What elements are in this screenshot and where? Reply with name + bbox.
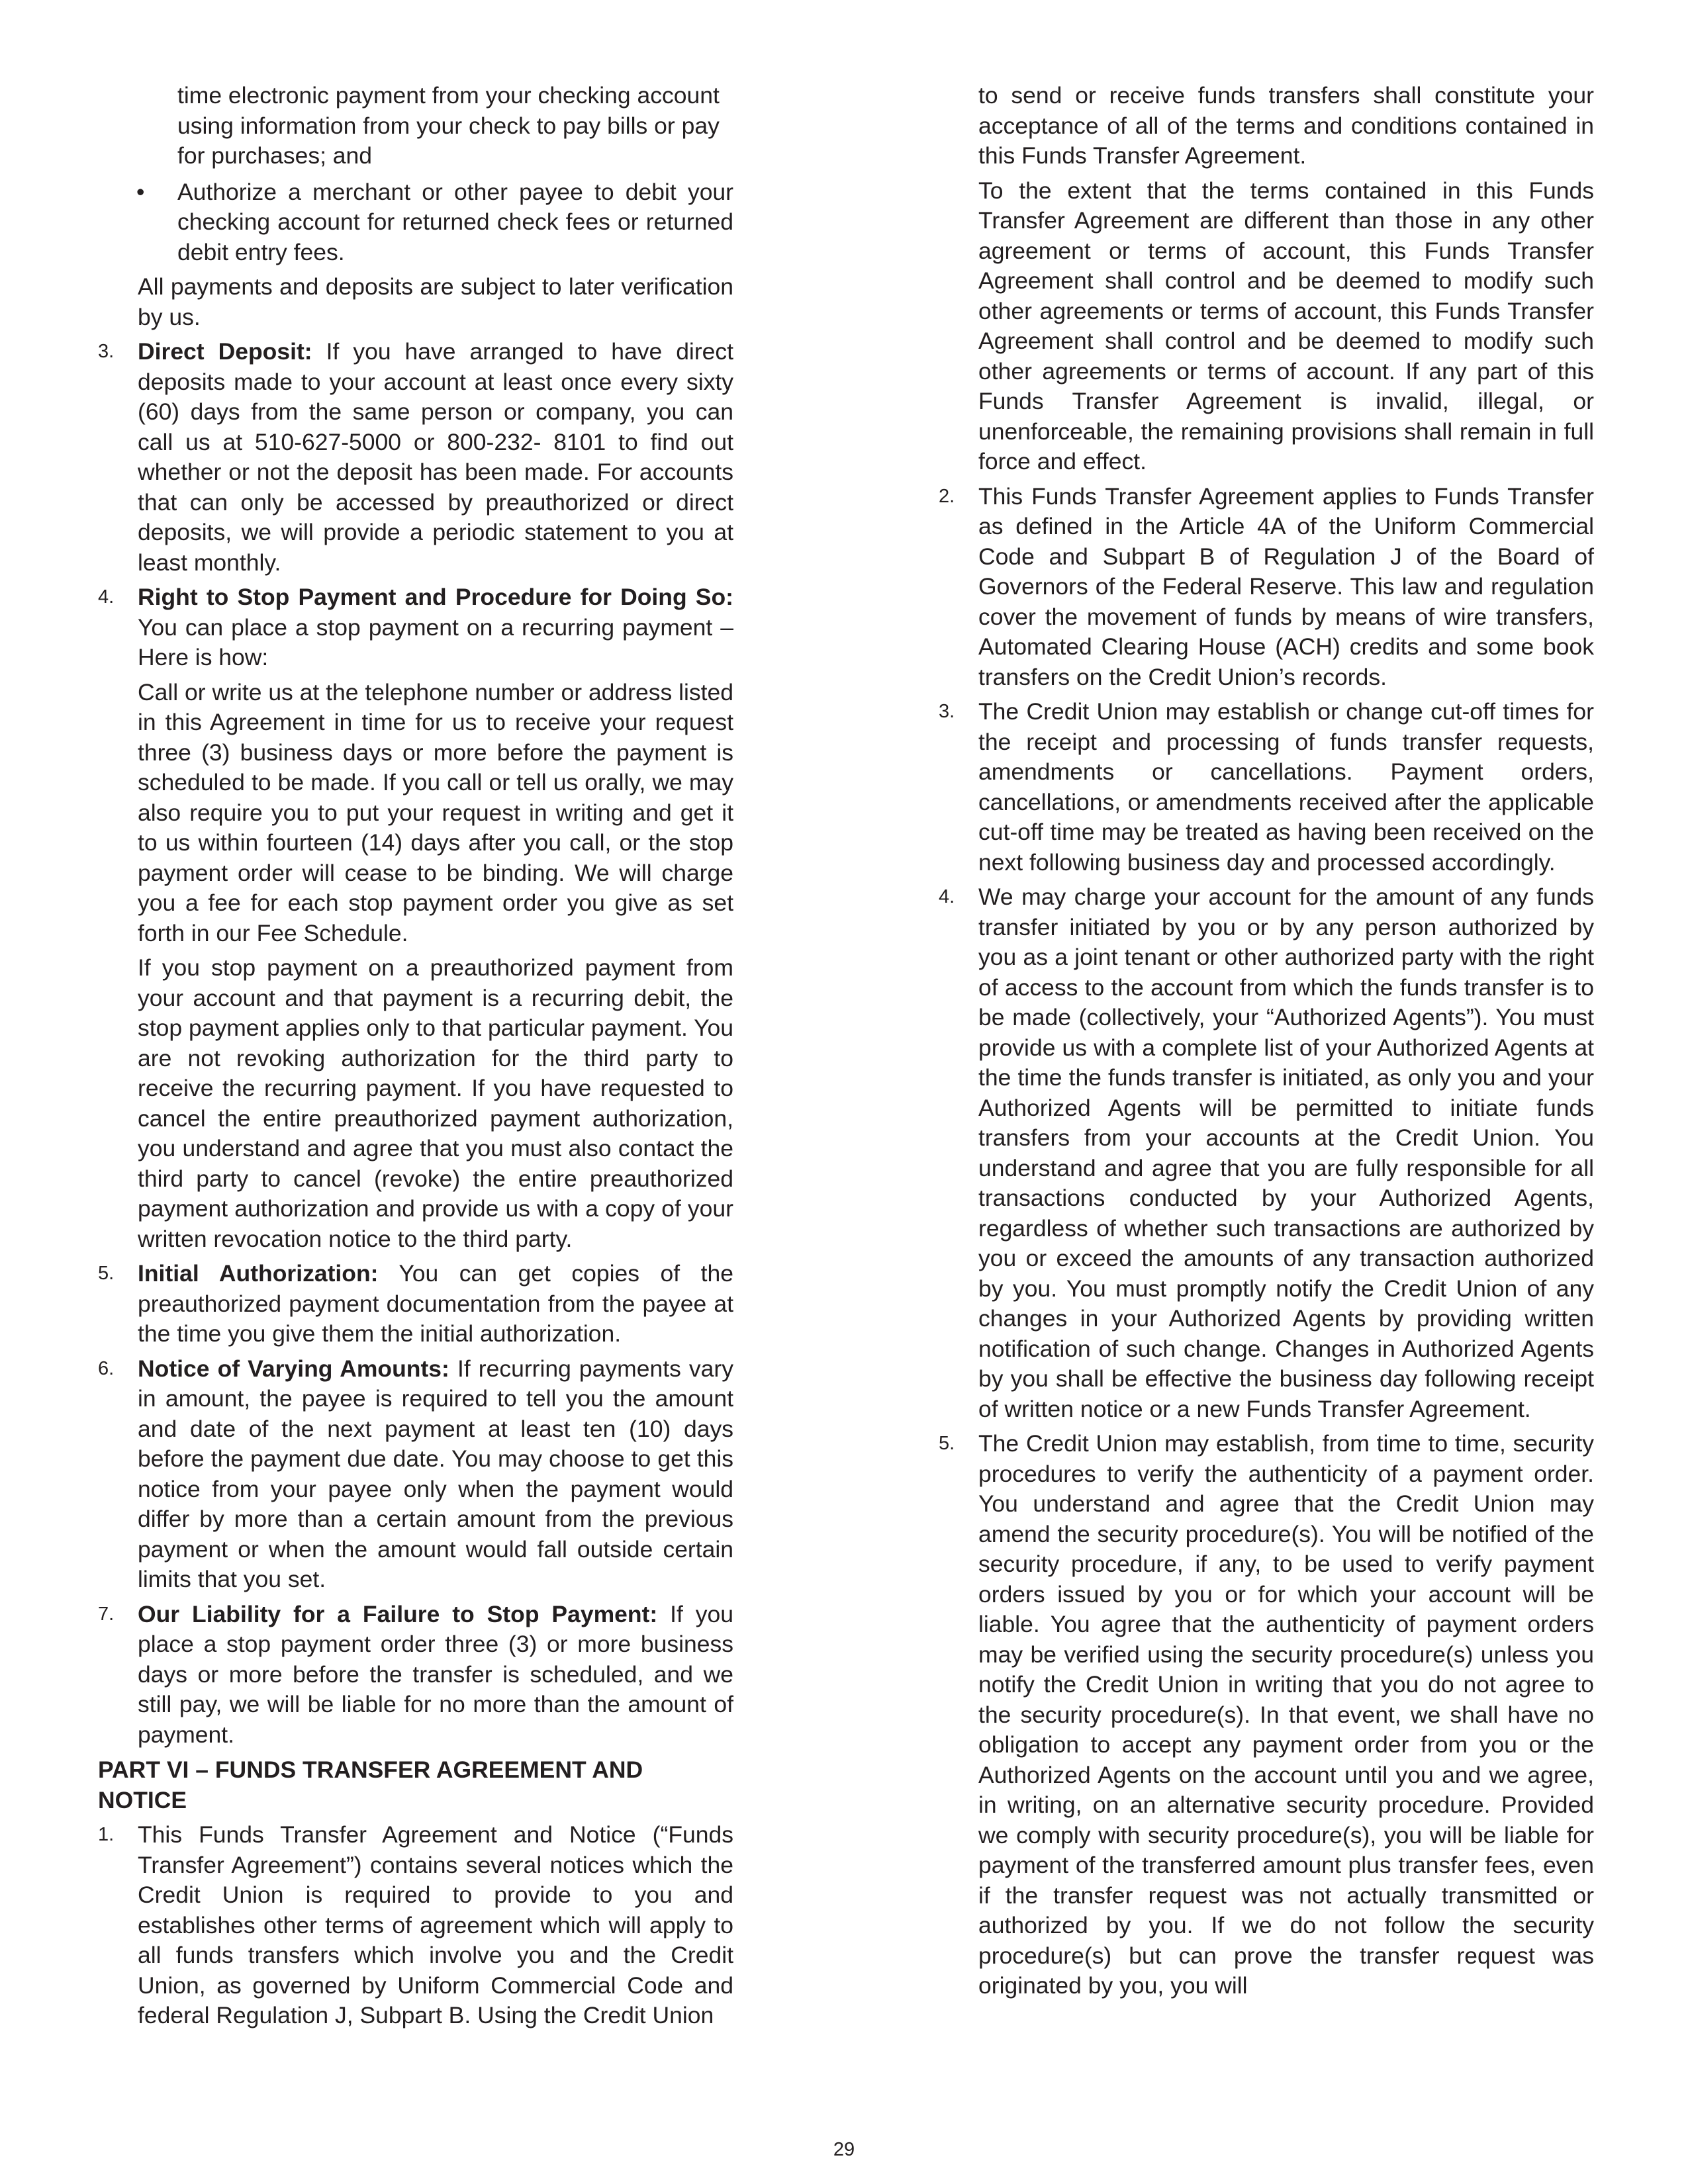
- item-text: The Credit Union may establish or change cut-off times for the receipt and processing of funds transfer requests, amendments or cancellations. Payment orders, cancellations, or amendments received after the applicable cut-off time may be treated as having been received on the next following business day and processed accordingly.: [978, 698, 1594, 876]
- continued-bullet-text: time electronic payment from your checking account using information from your check to pay bills or pay for purchases; and: [177, 82, 720, 169]
- item-heading: Initial Authorization:: [138, 1260, 379, 1287]
- item-number: 6.: [98, 1357, 115, 1379]
- bullet-text: Authorize a merchant or other payee to debit your checking account for returned check fees or returned debit entry fees.: [177, 178, 733, 265]
- item-number: 4.: [939, 886, 955, 907]
- item-text: If you have arranged to have direct deposits made to your account at least once every sixty (60) days from the same person or company, you can call us at 510-627-5000 or 800-232- 8101 to find out whether or not the deposit has been made. For accounts that can only be accessed by preauthorized or direct deposits, we will provide a periodic statement to you at least monthly.: [138, 338, 733, 576]
- list-item-cutoff-times: [939, 697, 1594, 878]
- list-item-initial-authorization: [98, 1259, 733, 1349]
- item-heading: Our Liability for a Failure to Stop Payment:: [138, 1600, 658, 1627]
- list-item-authorized-agents: [939, 882, 1594, 1424]
- list-item-funds-transfer-intro: [98, 1820, 733, 2031]
- item-text: This Funds Transfer Agreement and Notice (“Funds Transfer Agreement”) contains several notices which the Credit Union is required to provide to you and establishes other terms of agreement which will apply to all funds transfers which involve you and the Credit Union, as governed by Uniform Commercial Code and federal Regulation J, Subpart B. Using the Credit Union: [138, 1821, 733, 2028]
- right-column: [939, 81, 1594, 2001]
- item-text: The Credit Union may establish, from time to time, security procedures to verify the authenticity of a payment order. You understand and agree that the Credit Union may amend the security procedure(s). You will be notified of the security procedure, if any, to be used to verify payment orders issued by you or for which your account will be liable. You agree that the authenticity of payment orders may be verified using the security procedure(s) unless you notify the Credit Union in writing that you do not agree to the security procedure(s). In that event, we shall have no obligation to accept any payment order from you or the Authorized Agents on the account until you and we agree, in writing, on an alternative security procedure. Provided we comply with security procedure(s), you will be liable for payment of the transferred amount plus transfer fees, even if the transfer request was not actually transmitted or authorized by you. If we do not follow the security procedure(s) but can prove the transfer request was originated by you, you will: [978, 1430, 1594, 1999]
- section-heading: PART VI – FUNDS TRANSFER AGREEMENT AND NOTICE: [98, 1756, 643, 1813]
- list-item-scope: [939, 482, 1594, 693]
- item-number: 4.: [98, 586, 115, 608]
- item-number: 5.: [939, 1433, 955, 1454]
- item-text: You can get copies of the preauthorized payment documentation from the payee at the time you give them the initial authorization.: [138, 1260, 733, 1347]
- item-number: 3.: [939, 701, 955, 722]
- item-text: If recurring payments vary in amount, the payee is required to tell you the amount and date of the next payment at least ten (10) days before the payment due date. You may choose to get this notice from your payee only when the payment would differ by more than a certain amount from the previous payment or when the amount would fall outside certain limits that you set.: [138, 1355, 733, 1592]
- list-item-liability: [98, 1600, 733, 1751]
- item-number: 3.: [98, 341, 115, 362]
- item-paragraph: Call or write us at the telephone number or address listed in this Agreement in time for us to receive your request three (3) business days or more before the payment is scheduled to be made. If you call or tell us orally, we may also require you to put your request in writing and get it to us within fourteen (14) days after you call, or the stop payment order will cease to be binding. We will charge you a fee for each stop payment order you give as set forth in our Fee Schedule.: [138, 678, 733, 946]
- item-text: You can place a stop payment on a recurring payment – Here is how:: [138, 614, 733, 670]
- item-heading: Notice of Varying Amounts:: [138, 1355, 449, 1382]
- verification-note: All payments and deposits are subject to later verification by us.: [138, 273, 733, 330]
- bullet-symbol: •: [136, 178, 145, 205]
- continued-text: to send or receive funds transfers shall constitute your acceptance of all of the terms and conditions contained in this Funds Transfer Agreement.: [978, 82, 1594, 169]
- item-heading: Direct Deposit:: [138, 338, 312, 365]
- item-heading: Right to Stop Payment and Procedure for Doing So:: [138, 584, 733, 610]
- page-number: 29: [833, 2139, 855, 2160]
- left-column: [98, 81, 733, 2031]
- item-text: We may charge your account for the amount of any funds transfer initiated by you or by any person authorized by you as a joint tenant or other authorized party with the right of access to the account from which the funds transfer is to be made (collectively, your “Authorized Agents”). You must provide us with a complete list of your Authorized Agents at the time the funds transfer is initiated, as only you and your Authorized Agents will be permitted to initiate funds transfers from your accounts at the Credit Union. You understand and agree that you are fully responsible for all transactions conducted by your Authorized Agents, regardless of whether such transactions are authorized by you or exceed the amounts of any transaction authorized by you. You must promptly notify the Credit Union of any changes in your Authorized Agents by providing written notification of such change. Changes in Authorized Agents by you shall be effective the business day following receipt of written notice or a new Funds Transfer Agreement.: [978, 884, 1594, 1422]
- list-item-direct-deposit: [98, 337, 733, 578]
- item-number: 5.: [98, 1263, 115, 1284]
- item-text: This Funds Transfer Agreement applies to Funds Transfer as defined in the Article 4A of the Uniform Commercial Code and Subpart B of Regulation J of the Board of Governors of the Federal Reserve. This law and regulation cover the movement of funds by means of wire transfers, Automated Clearing House (ACH) credits and some book transfers on the Credit Union’s records.: [978, 482, 1594, 690]
- item-number: 1.: [98, 1824, 115, 1845]
- list-item-security-procedures: [939, 1429, 1594, 2001]
- item-paragraph: If you stop payment on a preauthorized payment from your account and that payment is a recurring debit, the stop payment applies only to that particular payment. You are not revoking authorization for the third party to receive the recurring payment. If you have requested to cancel the entire preauthorized payment authorization, you understand and agree that you must also contact the third party to cancel (revoke) the entire preauthorized payment authorization and provide us with a copy of your written revocation notice to the third party.: [138, 954, 733, 1252]
- continued-paragraph: To the extent that the terms contained in this Funds Transfer Agreement are different than those in any other agreement or terms of account, this Funds Transfer Agreement shall control and be deemed to modify such other agreements or terms of account, this Funds Transfer Agreement shall control and be deemed to modify such other agreements or terms of account. If any part of this Funds Transfer Agreement is invalid, illegal, or unenforceable, the remaining provisions shall remain in full force and effect.: [978, 177, 1594, 475]
- list-item-stop-payment: [98, 582, 733, 1254]
- item-number: 2.: [939, 485, 955, 507]
- item-text: If you place a stop payment order three (3) or more business days or more before the transfer is scheduled, and we still pay, we will be liable for no more than the amount of payment.: [138, 1600, 733, 1748]
- list-item-varying-amounts: [98, 1354, 733, 1595]
- item-number: 7.: [98, 1603, 115, 1625]
- bullet-item: [98, 177, 733, 268]
